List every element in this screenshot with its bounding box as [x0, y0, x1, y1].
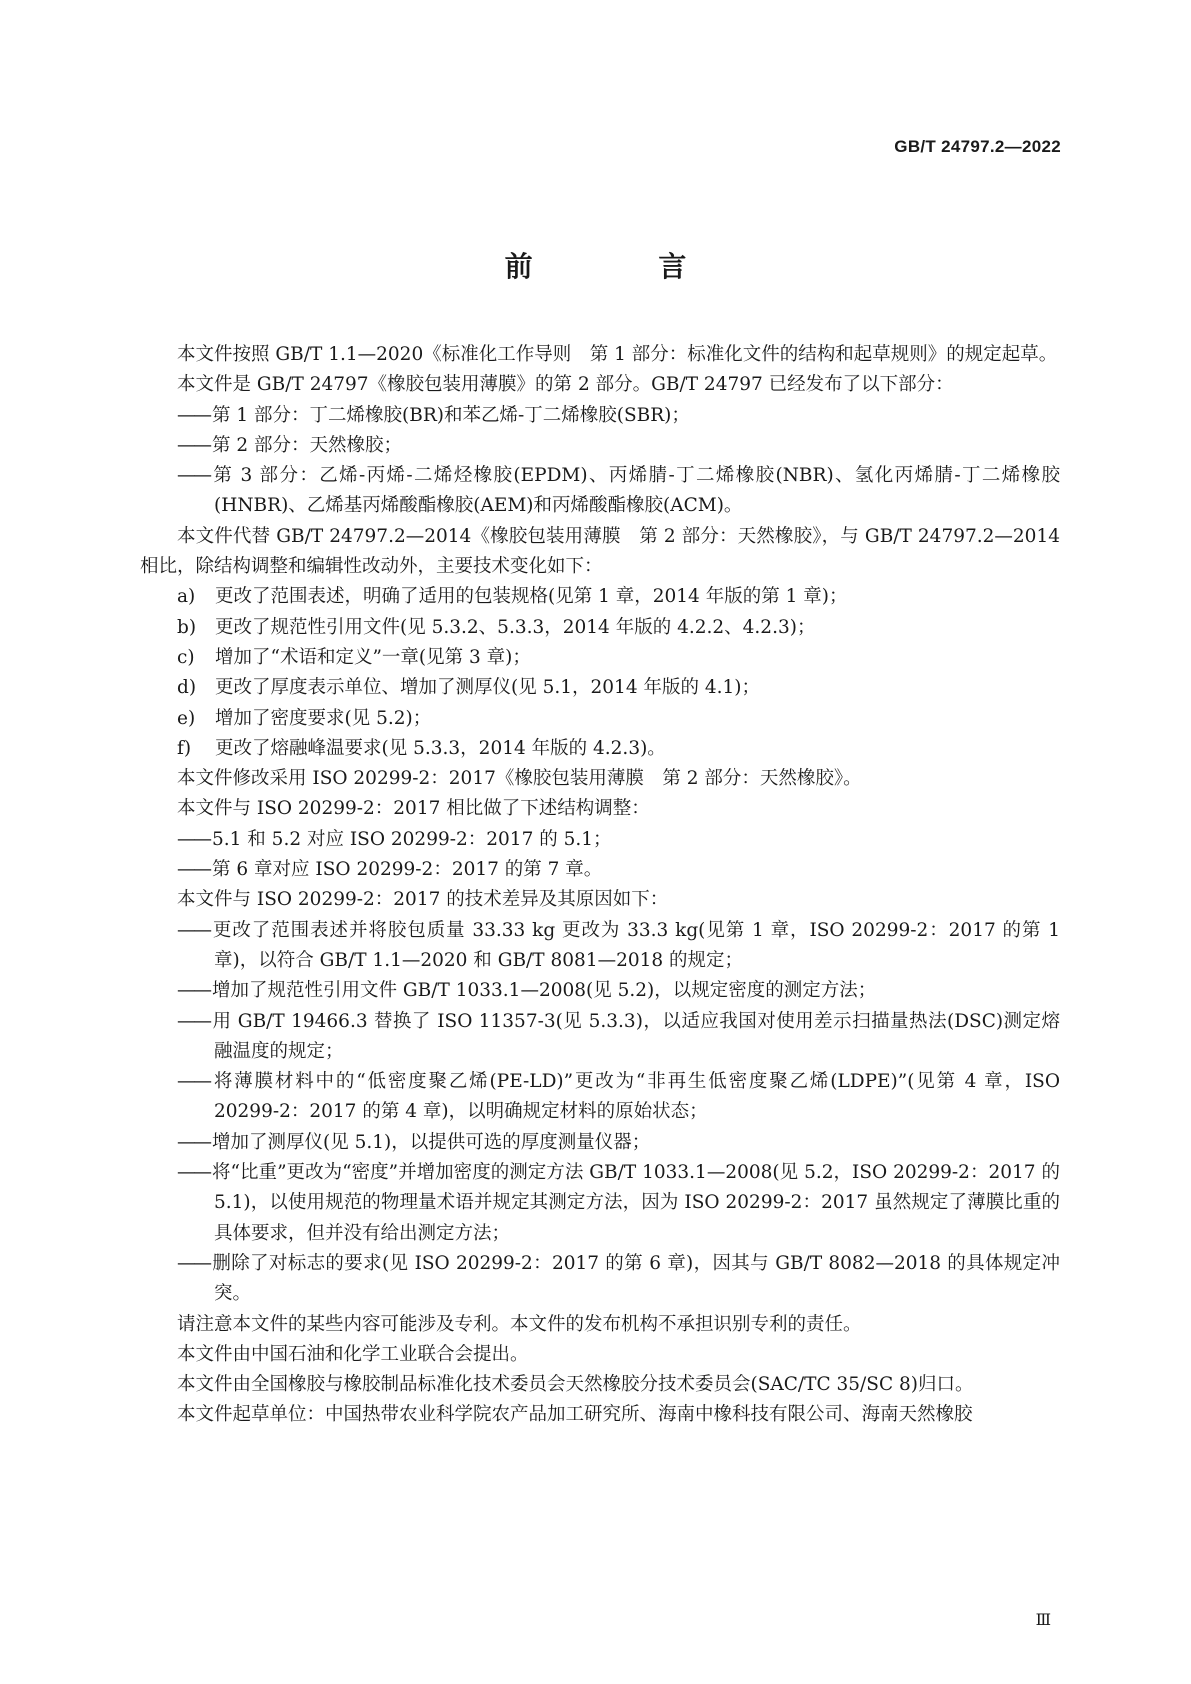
page-number: Ⅲ [1035, 1610, 1051, 1629]
dash-list-item: —— 将薄膜材料中的“低密度聚乙烯(PE-LD)”更改为“非再生低密度聚乙烯(LDPE)”(见第 4 章，ISO 20299-2：2017 的第 4 章)，以明确规定材料的原始状态； [140, 1067, 1060, 1128]
dash-list-item: —— 更改了范围表述并将胶包质量 33.33 kg 更改为 33.3 kg(见第 1 章，ISO 20299-2：2017 的第 1 章)，以符合 GB/T 1.1—2020 和 GB/T 8081—2018 的规定； [140, 916, 1060, 977]
list-item [140, 704, 1060, 734]
list-item-marker: f) [177, 737, 192, 759]
list-item [140, 582, 1060, 612]
list-item-marker: c) [177, 646, 195, 668]
dash-list-item: —— 将“比重”更改为“密度”并增加密度的测定方法 GB/T 1033.1—2008(见 5.2，ISO 20299-2：2017 的 5.1)，以使用规范的物理量术语并规定其测定方法，因为 ISO 20299-2：2017 虽然规定了薄膜比重的具体要求，但并没有给出测定方法； [140, 1158, 1060, 1249]
list-item [140, 613, 1060, 643]
list-item-marker: e) [177, 707, 196, 729]
dash-list-item: —— 增加了测厚仪(见 5.1)，以提供可选的厚度测量仪器； [140, 1128, 1060, 1158]
list-item-text: 更改了熔融峰温要求(见 5.3.3，2014 年版的 4.2.3)。 [215, 737, 666, 759]
paragraph: 请注意本文件的某些内容可能涉及专利。本文件的发布机构不承担识别专利的责任。 [177, 1313, 862, 1335]
dash-list-item: —— 用 GB/T 19466.3 替换了 ISO 11357-3(见 5.3.3)，以适应我国对使用差示扫描量热法(DSC)测定熔融温度的规定； [140, 1007, 1060, 1068]
paragraph: 本文件起草单位：中国热带农业科学院农产品加工研究所、海南中橡科技有限公司、海南天然橡胶 [177, 1404, 973, 1426]
dash-list-item: —— 增加了规范性引用文件 GB/T 1033.1—2008(见 5.2)，以规定密度的测定方法； [140, 976, 1060, 1006]
list-item [140, 673, 1060, 703]
paragraph: 本文件是 GB/T 24797《橡胶包装用薄膜》的第 2 部分。GB/T 24797 已经发布了以下部分： [177, 374, 954, 396]
list-item-text: 增加了“术语和定义”一章(见第 3 章)； [215, 646, 531, 668]
paragraph: 本文件修改采用 ISO 20299-2：2017《橡胶包装用薄膜 第 2 部分：天然橡胶》。 [177, 768, 862, 790]
list-item [140, 734, 1060, 764]
list-item-marker: d) [177, 677, 197, 699]
dash-list-item: —— 第 6 章对应 ISO 20299-2：2017 的第 7 章。 [140, 855, 1060, 885]
list-item-text: 更改了范围表述，明确了适用的包装规格(见第 1 章，2014 年版的第 1 章)； [215, 586, 848, 608]
list-item-text: 更改了厚度表示单位、增加了测厚仪(见 5.1，2014 年版的 4.1)； [215, 677, 761, 699]
list-item-marker: a) [177, 586, 196, 608]
list-item [140, 643, 1060, 673]
dash-list-item: —— 第 3 部分：乙烯-丙烯-二烯烃橡胶(EPDM)、丙烯腈-丁二烯橡胶(NBR)、氢化丙烯腈-丁二烯橡胶(HNBR)、乙烯基丙烯酸酯橡胶(AEM)和丙烯酸酯橡胶(ACM)。 [140, 461, 1060, 522]
dash-list-item: —— 删除了对标志的要求(见 ISO 20299-2：2017 的第 6 章)，因其与 GB/T 8082—2018 的具体规定冲突。 [140, 1249, 1060, 1310]
document-code-header: GB/T 24797.2—2022 [894, 137, 1061, 156]
list-item-marker: b) [177, 616, 197, 638]
list-item-text: 更改了规范性引用文件(见 5.3.2、5.3.3，2014 年版的 4.2.2、4.2.3)； [215, 616, 816, 638]
paragraph: 本文件由全国橡胶与橡胶制品标准化技术委员会天然橡胶分技术委员会(SAC/TC 35/SC 8)归口。 [177, 1374, 974, 1396]
paragraph: 本文件与 ISO 20299-2：2017 相比做了下述结构调整： [177, 798, 650, 820]
dash-list-item: —— 第 1 部分：丁二烯橡胶(BR)和苯乙烯-丁二烯橡胶(SBR)； [140, 401, 1060, 431]
dash-list-item: —— 第 2 部分：天然橡胶； [140, 431, 1060, 461]
foreword-body [140, 340, 1060, 1431]
paragraph: 本文件按照 GB/T 1.1—2020《标准化工作导则 第 1 部分：标准化文件的结构和起草规则》的规定起草。 [177, 344, 1058, 365]
paragraph: 本文件代替 GB/T 24797.2—2014《橡胶包装用薄膜 第 2 部分：天然橡胶》，与 GB/T 24797.2—2014 相比，除结构调整和编辑性改动外，主要技术变化如下： [140, 525, 1060, 578]
page-title: 前 言 [504, 250, 745, 283]
paragraph: 本文件由中国石油和化学工业联合会提出。 [177, 1343, 529, 1365]
list-item-text: 增加了密度要求(见 5.2)； [215, 707, 432, 729]
paragraph: 本文件与 ISO 20299-2：2017 的技术差异及其原因如下： [177, 889, 669, 911]
dash-list-item: —— 5.1 和 5.2 对应 ISO 20299-2：2017 的 5.1； [140, 825, 1060, 855]
